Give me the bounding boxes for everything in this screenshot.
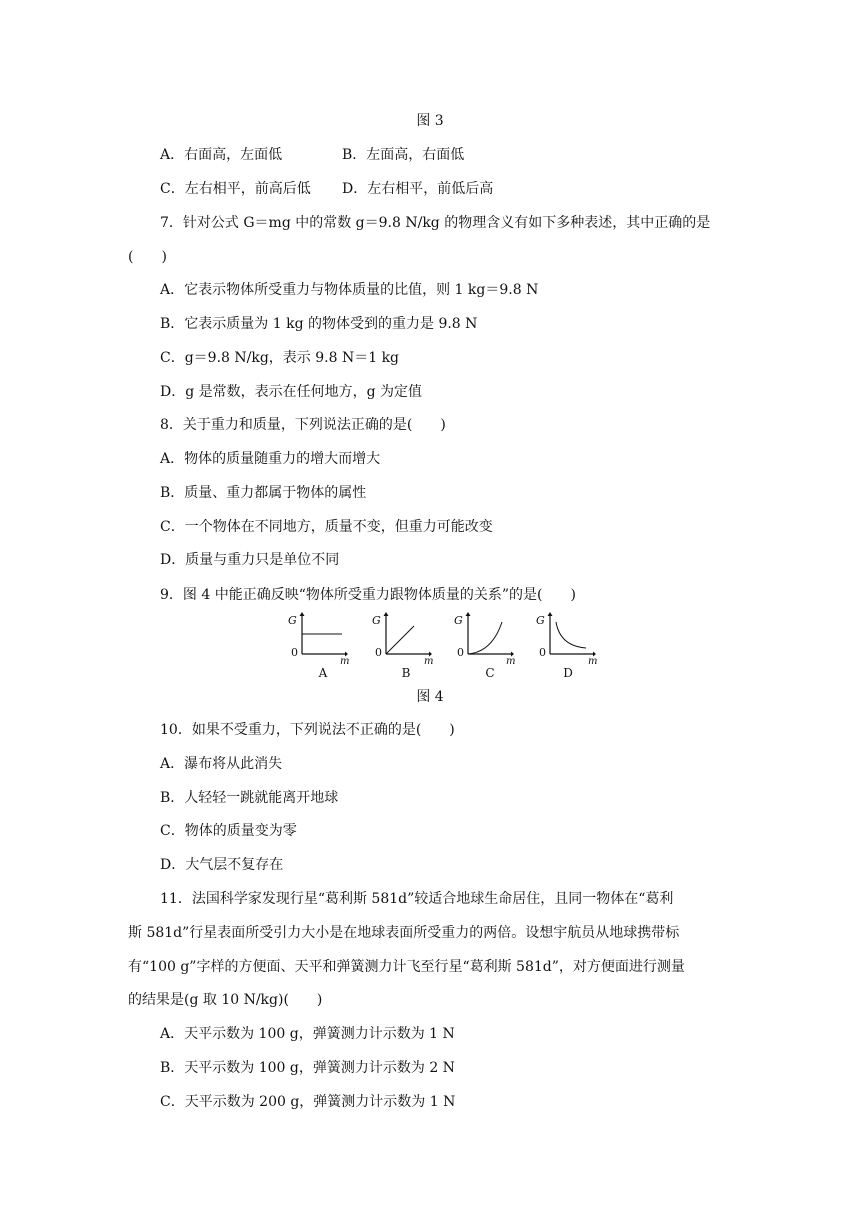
- figure-4-caption: 图 4: [416, 689, 444, 705]
- graph-a-x-label: m: [340, 656, 350, 667]
- graph-b-x-label: m: [424, 656, 434, 667]
- q6-option-c: C．左右相平，前高后低: [160, 181, 311, 197]
- q9-stem: 9．图 4 中能正确反映“物体所受重力跟物体质量的关系”的是( ): [160, 587, 576, 603]
- graph-d-y-label: G: [536, 614, 545, 627]
- q7-option-c: C．g＝9.8 N/kg，表示 9.8 N＝1 kg: [160, 350, 400, 366]
- q11-option-a: A．天平示数为 100 g，弹簧测力计示数为 1 N: [160, 1026, 455, 1042]
- q7-option-d: D．g 是常数，表示在任何地方，g 为定值: [160, 384, 423, 400]
- q8-option-d: D．质量与重力只是单位不同: [160, 552, 340, 568]
- q6-option-b: B．左面高，右面低: [342, 147, 465, 163]
- q10-option-c: C．物体的质量变为零: [160, 823, 297, 839]
- graph-d-origin: 0: [539, 646, 546, 659]
- graph-b-label: B: [401, 666, 411, 680]
- q11-option-c: C．天平示数为 200 g，弹簧测力计示数为 1 N: [160, 1094, 456, 1110]
- q6-option-d: D．左右相平，前低后高: [342, 181, 494, 197]
- q7-option-b: B．它表示质量为 1 kg 的物体受到的重力是 9.8 N: [160, 316, 478, 332]
- q7-stem: 7．针对公式 G＝mg 中的常数 g＝9.8 N/kg 的物理含义有如下多种表述，其中正确的是: [160, 215, 711, 231]
- q8-option-b: B．质量、重力都属于物体的属性: [160, 485, 367, 501]
- graph-c-origin: 0: [457, 646, 464, 659]
- q11-stem-line-2: 斯 581d”行星表面所受引力大小是在地球表面所受重力的两倍。设想宇航员从地球携带标: [128, 925, 680, 941]
- q11-option-b: B．天平示数为 100 g，弹簧测力计示数为 2 N: [160, 1060, 455, 1076]
- q10-option-a: A．瀑布将从此消失: [160, 756, 283, 772]
- q8-option-a: A．物体的质量随重力的增大而增大: [160, 451, 381, 467]
- graph-b-y-label: G: [372, 614, 381, 627]
- graph-b-origin: 0: [375, 646, 382, 659]
- q10-stem: 10．如果不受重力，下列说法不正确的是( ): [160, 722, 455, 738]
- graph-a-origin: 0: [291, 646, 298, 659]
- graph-a-y-label: G: [288, 614, 297, 627]
- q8-stem: 8．关于重力和质量，下列说法正确的是( ): [160, 417, 446, 433]
- graph-c-y-label: G: [454, 614, 463, 627]
- q11-stem-line-3: 有“100 g”字样的方便面、天平和弹簧测力计飞至行星“葛利斯 581d”，对方便面进行测量: [128, 959, 685, 975]
- q7-option-a: A．它表示物体所受重力与物体质量的比值，则 1 kg＝9.8 N: [160, 282, 539, 298]
- q6-option-a: A．右面高，左面低: [160, 147, 283, 163]
- q10-option-b: B．人轻轻一跳就能离开地球: [160, 790, 339, 806]
- q11-stem-line-4: 的结果是(g 取 10 N/kg)( ): [128, 992, 323, 1008]
- graph-c-x-label: m: [506, 656, 516, 667]
- q11-stem-line-1: 11．法国科学家发现行星“葛利斯 581d”较适合地球生命居住，且同一物体在“葛利: [160, 891, 674, 907]
- q7-answer-blank: ( ): [128, 249, 167, 265]
- graph-d-label: D: [563, 666, 573, 680]
- graph-a-label: A: [318, 666, 328, 680]
- q8-option-c: C．一个物体在不同地方，质量不变，但重力可能改变: [160, 519, 493, 535]
- q10-option-d: D．大气层不复存在: [160, 857, 284, 873]
- graph-d-x-label: m: [588, 656, 598, 667]
- figure-3-caption: 图 3: [416, 113, 444, 129]
- graph-c-label: C: [485, 666, 495, 680]
